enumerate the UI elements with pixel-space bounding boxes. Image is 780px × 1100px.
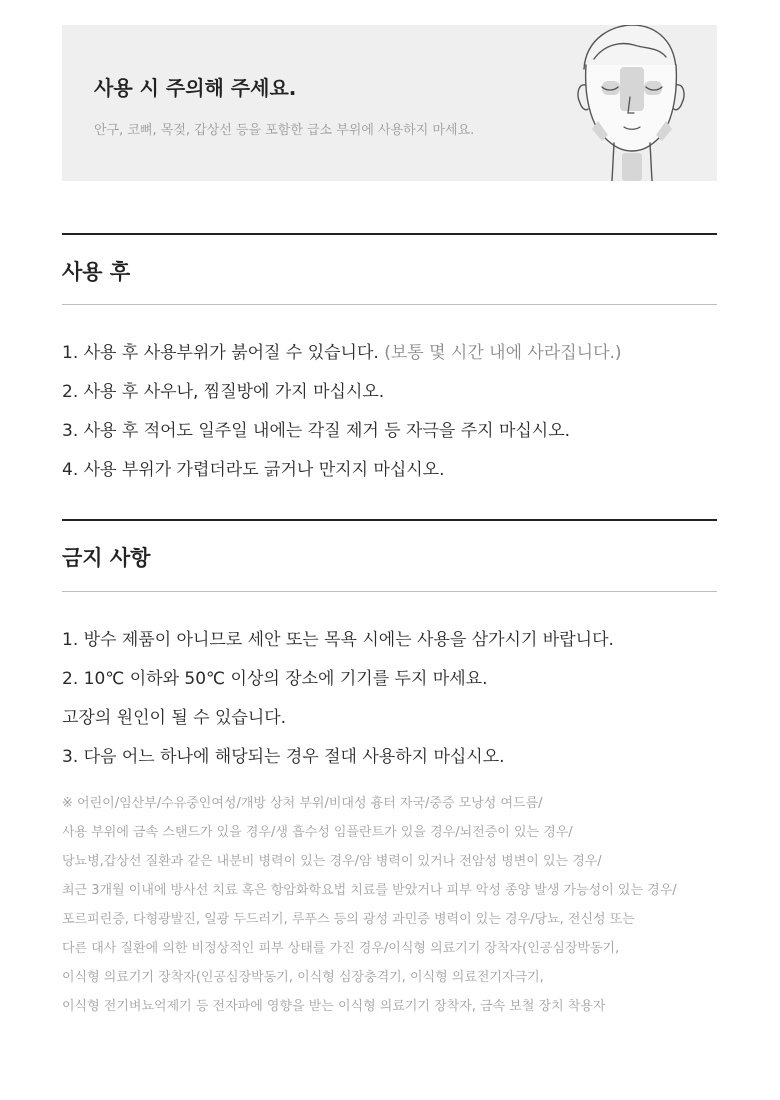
list-item: 3. 사용 후 적어도 일주일 내에는 각질 제거 등 자극을 주지 마십시오. <box>62 421 571 441</box>
warning-note-line: ※ 어린이/임산부/수유중인여성/개방 상처 부위/비대성 흉터 자국/중증 모낭성 여드름/ <box>62 796 543 811</box>
section-divider <box>62 519 717 521</box>
warning-note-line: 당뇨병,갑상선 질환과 같은 내분비 병력이 있는 경우/암 병력이 있거나 전암성 병변이 있는 경우/ <box>62 854 602 869</box>
warning-note-line: 포르피린증, 다형광발진, 일광 두드러기, 루푸스 등의 광성 과민증 병력이 있는 경우/당뇨, 전신성 또는 <box>62 912 635 927</box>
caution-title: 사용 시 주의해 주세요. <box>94 76 297 100</box>
list-item-note: (보통 몇 시간 내에 사라집니다.) <box>384 343 622 363</box>
after-use-heading: 사용 후 <box>62 260 131 284</box>
warning-note-line: 다른 대사 질환에 의한 비정상적인 피부 상태를 가진 경우/이식형 의료기기 장착자(인공심장박동기, <box>62 941 620 956</box>
prohibited-heading: 금지 사항 <box>62 546 151 570</box>
list-item: 고장의 원인이 될 수 있습니다. <box>62 708 287 728</box>
list-item: 4. 사용 부위가 가렵더라도 긁거나 만지지 마십시오. <box>62 460 445 480</box>
list-item: 2. 10℃ 이하와 50℃ 이상의 장소에 기기를 두지 마세요. <box>62 669 488 689</box>
caution-box <box>62 25 717 181</box>
section-divider <box>62 233 717 235</box>
warning-note-line: 이식형 전기벼뇨억제기 등 전자파에 영향을 받는 이식형 의료기기 장착자, 금속 보철 장치 착용자 <box>62 999 606 1014</box>
section-divider <box>62 304 717 305</box>
caution-description: 안구, 코뼈, 목젖, 갑상선 등을 포함한 급소 부위에 사용하지 마세요. <box>94 123 475 138</box>
list-item: 2. 사용 후 사우나, 찜질방에 가지 마십시오. <box>62 382 385 402</box>
list-item: 1. 방수 제품이 아니므로 세안 또는 목욕 시에는 사용을 삼가시기 바랍니다. <box>62 630 614 650</box>
section-divider <box>62 591 717 592</box>
list-item: 1. 사용 후 사용부위가 붉어질 수 있습니다. (보통 몇 시간 내에 사라집니다.) <box>62 343 622 363</box>
list-item: 3. 다음 어느 하나에 해당되는 경우 절대 사용하지 마십시오. <box>62 747 505 767</box>
warning-note-line: 최근 3개월 이내에 방사선 치료 혹은 항암화학요법 치료를 받았거나 피부 악성 종양 발생 가능성이 있는 경우/ <box>62 883 677 898</box>
face-illustration-icon <box>542 25 717 181</box>
warning-note-line: 사용 부위에 금속 스탠드가 있을 경우/생 흡수성 임플란트가 있을 경우/뇌전증이 있는 경우/ <box>62 825 573 840</box>
warning-note-line: 이식형 의료기기 장착자(인공심장박동기, 이식형 심장충격기, 이식형 의료전기자극기, <box>62 970 544 985</box>
